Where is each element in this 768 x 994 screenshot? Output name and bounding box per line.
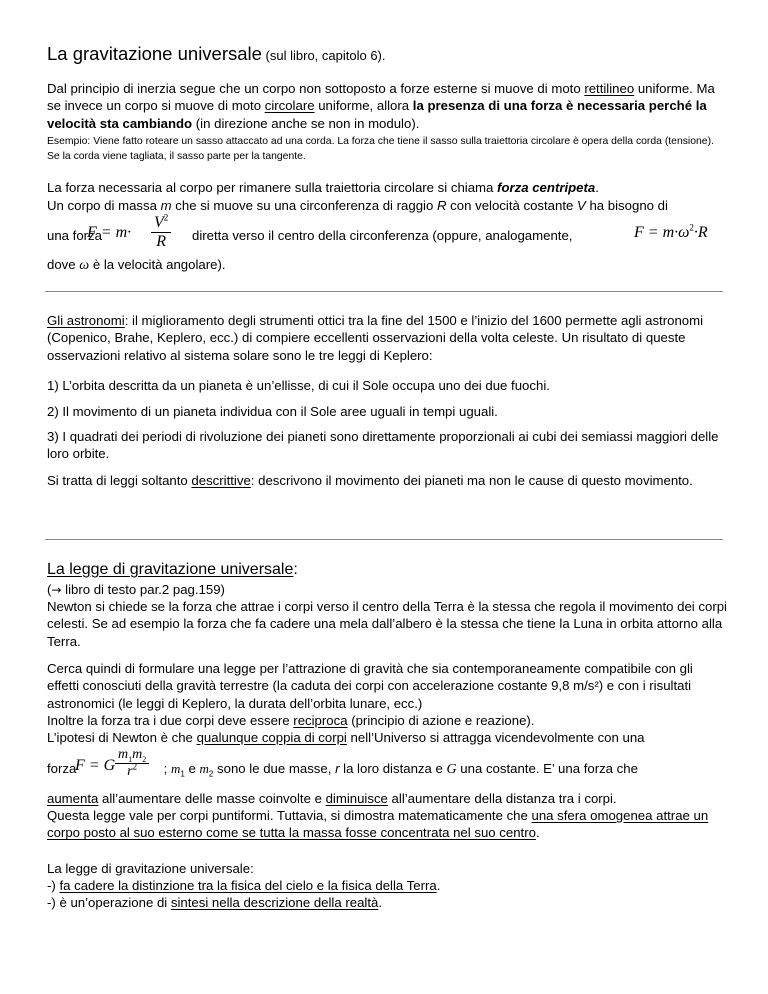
formula-angular	[634, 224, 708, 241]
formulation-paragraph: Cerca quindi di formulare una legge per l’attrazione di gravità che sia contemporaneamente compatibile con gli effetti conosciuti della gravità terrestre (la caduta dei corpi con accelerazione costante 9,8 m/s²) e con i risultati astronomici (le leggi di Keplero, la durata dell’orbita lunare, ecc.)	[47, 661, 693, 711]
var-m: m	[160, 198, 172, 213]
exponent: 2	[689, 222, 694, 233]
descriptive-note	[47, 472, 727, 489]
underlined-term: qualunque coppia di corpi	[196, 730, 347, 745]
fraction-m1m2-over-r2	[115, 747, 149, 780]
gravitation-formula-line	[47, 746, 727, 786]
distance-r: r	[127, 764, 133, 779]
text: una costante. E’ una forza che	[456, 761, 638, 776]
exponent: 2	[163, 212, 169, 223]
text: la loro distanza e	[339, 761, 447, 776]
text: una forza	[47, 228, 102, 243]
sphere-paragraph	[47, 807, 727, 842]
horizontal-rule	[45, 539, 723, 540]
text: forza	[47, 761, 77, 776]
text: L’ipotesi di Newton è che	[47, 730, 197, 745]
text: Questa legge vale per corpi puntiformi. Tuttavia, si dimostra matematicamente che	[47, 808, 532, 823]
text: libro di testo par.2 pag.159)	[61, 582, 225, 597]
var-r: r	[335, 761, 340, 776]
page-title	[47, 42, 727, 66]
underlined-statement: una sfera omogenea attrae un corpo posto al suo esterno come se tutta la massa fosse concentrata nel suo centro	[47, 808, 709, 841]
increase-decrease-line	[47, 790, 727, 807]
section-heading	[47, 560, 727, 580]
var-m2: m	[199, 761, 209, 776]
text: all’aumentare delle masse coinvolte e	[98, 791, 326, 806]
underlined-term: circolare	[264, 98, 315, 114]
text: .	[595, 180, 599, 195]
formula-lhs: F = m·	[87, 224, 132, 241]
formula-part: F = m·ω	[634, 224, 690, 241]
underlined-term: reciproca	[293, 713, 348, 728]
heading-text: La legge di gravitazione universale	[47, 561, 294, 578]
text: : descrivono il movimento dei pianeti ma non le cause di questo movimento.	[250, 473, 693, 488]
underlined-term: aumenta	[47, 791, 99, 806]
kepler-law-2: 2) Il movimento di un pianeta individua con il Sole aree uguali in tempi uguali.	[47, 404, 498, 419]
arrow-right-icon: →	[51, 583, 62, 597]
denominator: R	[151, 232, 171, 251]
underlined-statement: fa cadere la distinzione tra la fisica del cielo e la fisica della Terra	[59, 878, 437, 893]
hypothesis-line	[47, 729, 727, 746]
formula-part: ·R	[693, 224, 708, 241]
text: diretta verso il centro della circonferenza (oppure, analogamente,	[192, 228, 573, 243]
centripetal-line-1	[47, 179, 727, 196]
var-V: V	[577, 198, 586, 213]
underlined-term: diminuisce	[325, 791, 388, 806]
text: nell’Universo si attragga vicendevolmente con una	[346, 730, 645, 745]
text: all’aumentare della distanza tra i corpi.	[387, 791, 617, 806]
text: : il miglioramento degli strumenti ottici tra la fine del 1500 e l’inizio del 1600 permette agli astronomi (Copenico, Brahe, Keplero, ecc.) di compiere eccellenti osservazioni della volta celeste. Un risultato di queste osservazioni relativo al sistema solare sono le tre leggi di Keplero:	[47, 313, 704, 363]
text: che si muove su una circonferenza di raggio	[171, 198, 437, 213]
text: .	[535, 825, 540, 841]
summary-title: La legge di gravitazione universale:	[47, 861, 254, 876]
section-label: Gli astronomi	[47, 313, 125, 328]
formula-centripetal	[87, 224, 131, 241]
formula-explanation	[160, 760, 638, 778]
subscript: 1	[180, 769, 185, 779]
text: ha bisogno di	[585, 198, 668, 213]
text: sono le due masse,	[213, 761, 336, 776]
centripetal-line-4	[47, 256, 727, 274]
title-note: (sul libro, capitolo 6).	[261, 48, 386, 63]
underlined-term: descrittive	[191, 473, 251, 488]
text: uniforme, allora	[314, 98, 413, 114]
subscript: 2	[208, 769, 214, 779]
var-R: R	[436, 198, 447, 213]
reciprocity-line	[47, 712, 727, 729]
symbol-omega: ω	[79, 258, 90, 273]
formula-lhs: F = G	[75, 757, 116, 774]
centripetal-line-3	[47, 214, 727, 254]
text: -) è un’operazione di	[47, 895, 171, 910]
mass-1: m	[118, 747, 129, 762]
summary-bullet-1	[47, 877, 727, 894]
title-main: La gravitazione universale	[47, 43, 262, 64]
book-reference	[47, 581, 727, 599]
text: :	[293, 561, 298, 578]
summary-bullet-2	[47, 894, 727, 911]
astronomers-paragraph	[47, 312, 727, 364]
mass-2: m	[132, 747, 143, 762]
subscript: 1	[128, 754, 133, 764]
text: e	[184, 761, 200, 776]
example-note: Esempio: Viene fatto roteare un sasso attaccato ad una corda. La forza che tiene il sasso sulla traiettoria circolare è opera della corda (tensione). Se la corda viene tagliata, il sasso parte per la tangente.	[47, 136, 714, 162]
underlined-term: rettilineo	[584, 81, 635, 96]
term-forza-centripeta: forza centripeta	[497, 180, 596, 195]
kepler-law-1: 1) L’orbita descritta da un pianeta è un’ellisse, di cui il Sole occupa uno dei due fuochi.	[47, 378, 550, 393]
bold-statement: la presenza di una forza è necessaria perché la velocità sta cambiando	[47, 98, 707, 131]
text: (principio di azione e reazione).	[347, 713, 535, 728]
fraction-v2-over-r	[151, 214, 171, 251]
numerator: V	[154, 214, 164, 231]
text: Inoltre la forza tra i due corpi deve essere	[47, 713, 294, 728]
text: Si tratta di leggi soltanto	[47, 473, 192, 488]
text: .	[436, 878, 441, 893]
text: -)	[47, 878, 60, 893]
text: (in direzione anche se non in modulo).	[192, 115, 420, 131]
newton-paragraph: Newton si chiede se la forza che attrae i corpi verso il centro della Terra è la stessa che regola il movimento dei corpi celesti. Se ad esempio la forza che fa cadere una mela dall’albero è la stessa che tiene la Luna in orbita attorno alla Terra.	[47, 599, 727, 649]
text: (	[47, 582, 52, 597]
text: Dal principio di inerzia segue che un corpo non sottoposto a forze esterne si muove di moto	[47, 81, 585, 96]
horizontal-rule	[45, 291, 723, 292]
text: dove	[47, 257, 80, 272]
intro-paragraph	[47, 80, 727, 132]
text: uniforme. Ma se invece un corpo si muove di moto	[47, 81, 715, 114]
text: Un corpo di massa	[47, 198, 161, 213]
text: La forza necessaria al corpo per rimanere sulla traiettoria circolare si chiama	[47, 180, 498, 195]
centripetal-line-2	[47, 197, 727, 214]
text: è la velocità angolare).	[89, 257, 226, 272]
subscript: 2	[142, 754, 147, 764]
underlined-statement: sintesi nella descrizione della realtà	[170, 895, 379, 910]
exponent: 2	[132, 761, 138, 772]
var-G: G	[446, 762, 457, 777]
text: ;	[160, 761, 171, 776]
text: con velocità costante	[446, 198, 577, 213]
var-m1: m	[171, 761, 181, 776]
kepler-law-3: 3) I quadrati dei periodi di rivoluzione dei pianeti sono direttamente proporzionali ai cubi dei semiassi maggiori delle loro orbite.	[47, 429, 719, 462]
text: .	[378, 895, 383, 910]
